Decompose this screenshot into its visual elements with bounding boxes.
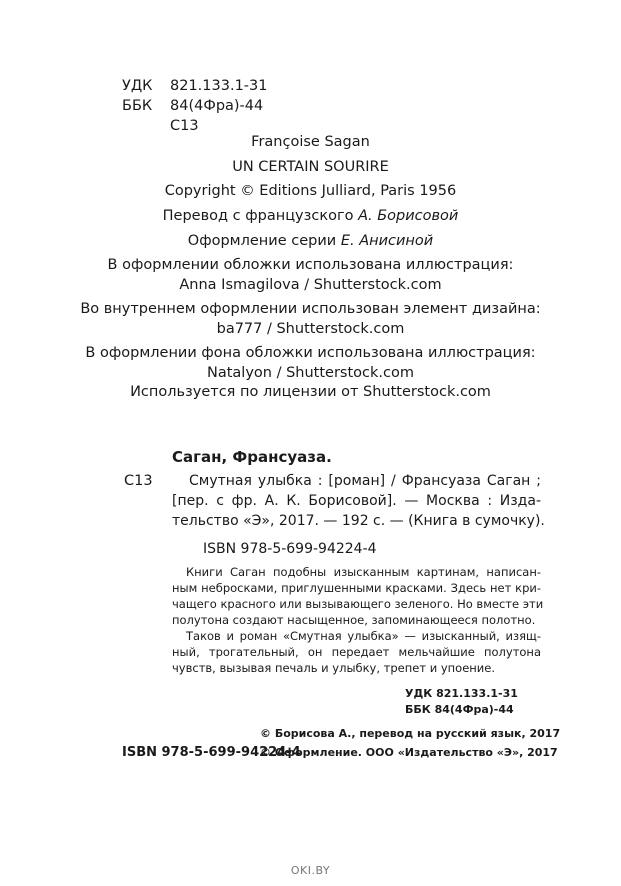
footer-copyright-design: © Оформление. ООО «Издательство «Э», 2017 (260, 746, 558, 759)
udk-row (122, 76, 267, 96)
bbk-value: 84(4Фра)-44 (170, 98, 264, 114)
series-design-credit (0, 231, 621, 251)
site-watermark: OKI.BY (290, 864, 331, 877)
bbk-row (122, 96, 263, 116)
annotation-p1-line-4: полутона создают насыщенное, запоминающееся полотно. (172, 613, 536, 627)
annotation-p1-line-3: чащего красного или вызывающего зеленого. Но вместе эти (172, 597, 544, 611)
original-title: UN CERTAIN SOURIRE (232, 159, 389, 175)
translation-credit (0, 206, 621, 226)
footer-copyright-translation: © Борисова А., перевод на русский язык, 2017 (260, 727, 561, 740)
cover-illustration-note: В оформлении обложки использована иллюстрация: (107, 257, 514, 273)
author-mark: С13 (170, 118, 199, 134)
annotation-p1-line-2: ным небросками, приглушенными красками. Здесь нет кри- (172, 581, 541, 595)
license-note: Используется по лицензии от Shutterstock.com (130, 384, 491, 400)
annotation-p2-line-3: чувств, вызывая печаль и улыбку, трепет и упоение. (172, 661, 495, 675)
catalog-line-3: тельство «Э», 2017. — 192 с. — (Книга в сумочку). (172, 513, 545, 529)
translator-name: А. Борисовой (358, 208, 459, 224)
catalog-mark: С13 (124, 473, 153, 489)
annotation-p2-line-1: Таков и роман «Смутная улыбка» — изысканный, изящ- (186, 629, 541, 643)
copyright-original: Copyright © Editions Julliard, Paris 1956 (164, 183, 457, 199)
series-designer-name: Е. Анисиной (340, 233, 434, 249)
catalog-line-2: [пер. с фр. А. К. Борисовой]. — Москва : Изда- (172, 493, 541, 509)
inner-design-note: Во внутреннем оформлении использован элемент дизайна: (80, 301, 541, 317)
catalog-heading: Саган, Франсуаза. (172, 448, 332, 466)
series-design-prefix: Оформление серии (187, 233, 341, 249)
footer-isbn: ISBN 978-5-699-94224-4 (122, 745, 301, 760)
annotation-p1-line-1: Книги Саган подобны изысканным картинам, написан- (186, 565, 541, 579)
background-illustration-note: В оформлении фона обложки использована иллюстрация: (85, 345, 536, 361)
catalog-isbn: ISBN 978-5-699-94224-4 (203, 541, 377, 557)
bottom-bbk: ББК 84(4Фра)-44 (405, 703, 514, 716)
bbk-label: ББК (122, 98, 153, 114)
author-latin: Françoise Sagan (251, 134, 370, 150)
background-illustration-source: Natalyon / Shutterstock.com (207, 365, 414, 381)
inner-design-source: ba777 / Shutterstock.com (216, 321, 405, 337)
translation-prefix: Перевод с французского (162, 208, 359, 224)
udk-value: 821.133.1-31 (170, 78, 268, 94)
bottom-udk: УДК 821.133.1-31 (405, 687, 518, 700)
annotation-p2-line-2: ный, трогательный, он передает мельчайшие полутона (172, 645, 541, 659)
udk-label: УДК (122, 78, 153, 94)
cover-illustration-source: Anna Ismagilova / Shutterstock.com (179, 277, 442, 293)
catalog-line-1: Смутная улыбка : [роман] / Франсуаза Саган ; (189, 473, 541, 489)
